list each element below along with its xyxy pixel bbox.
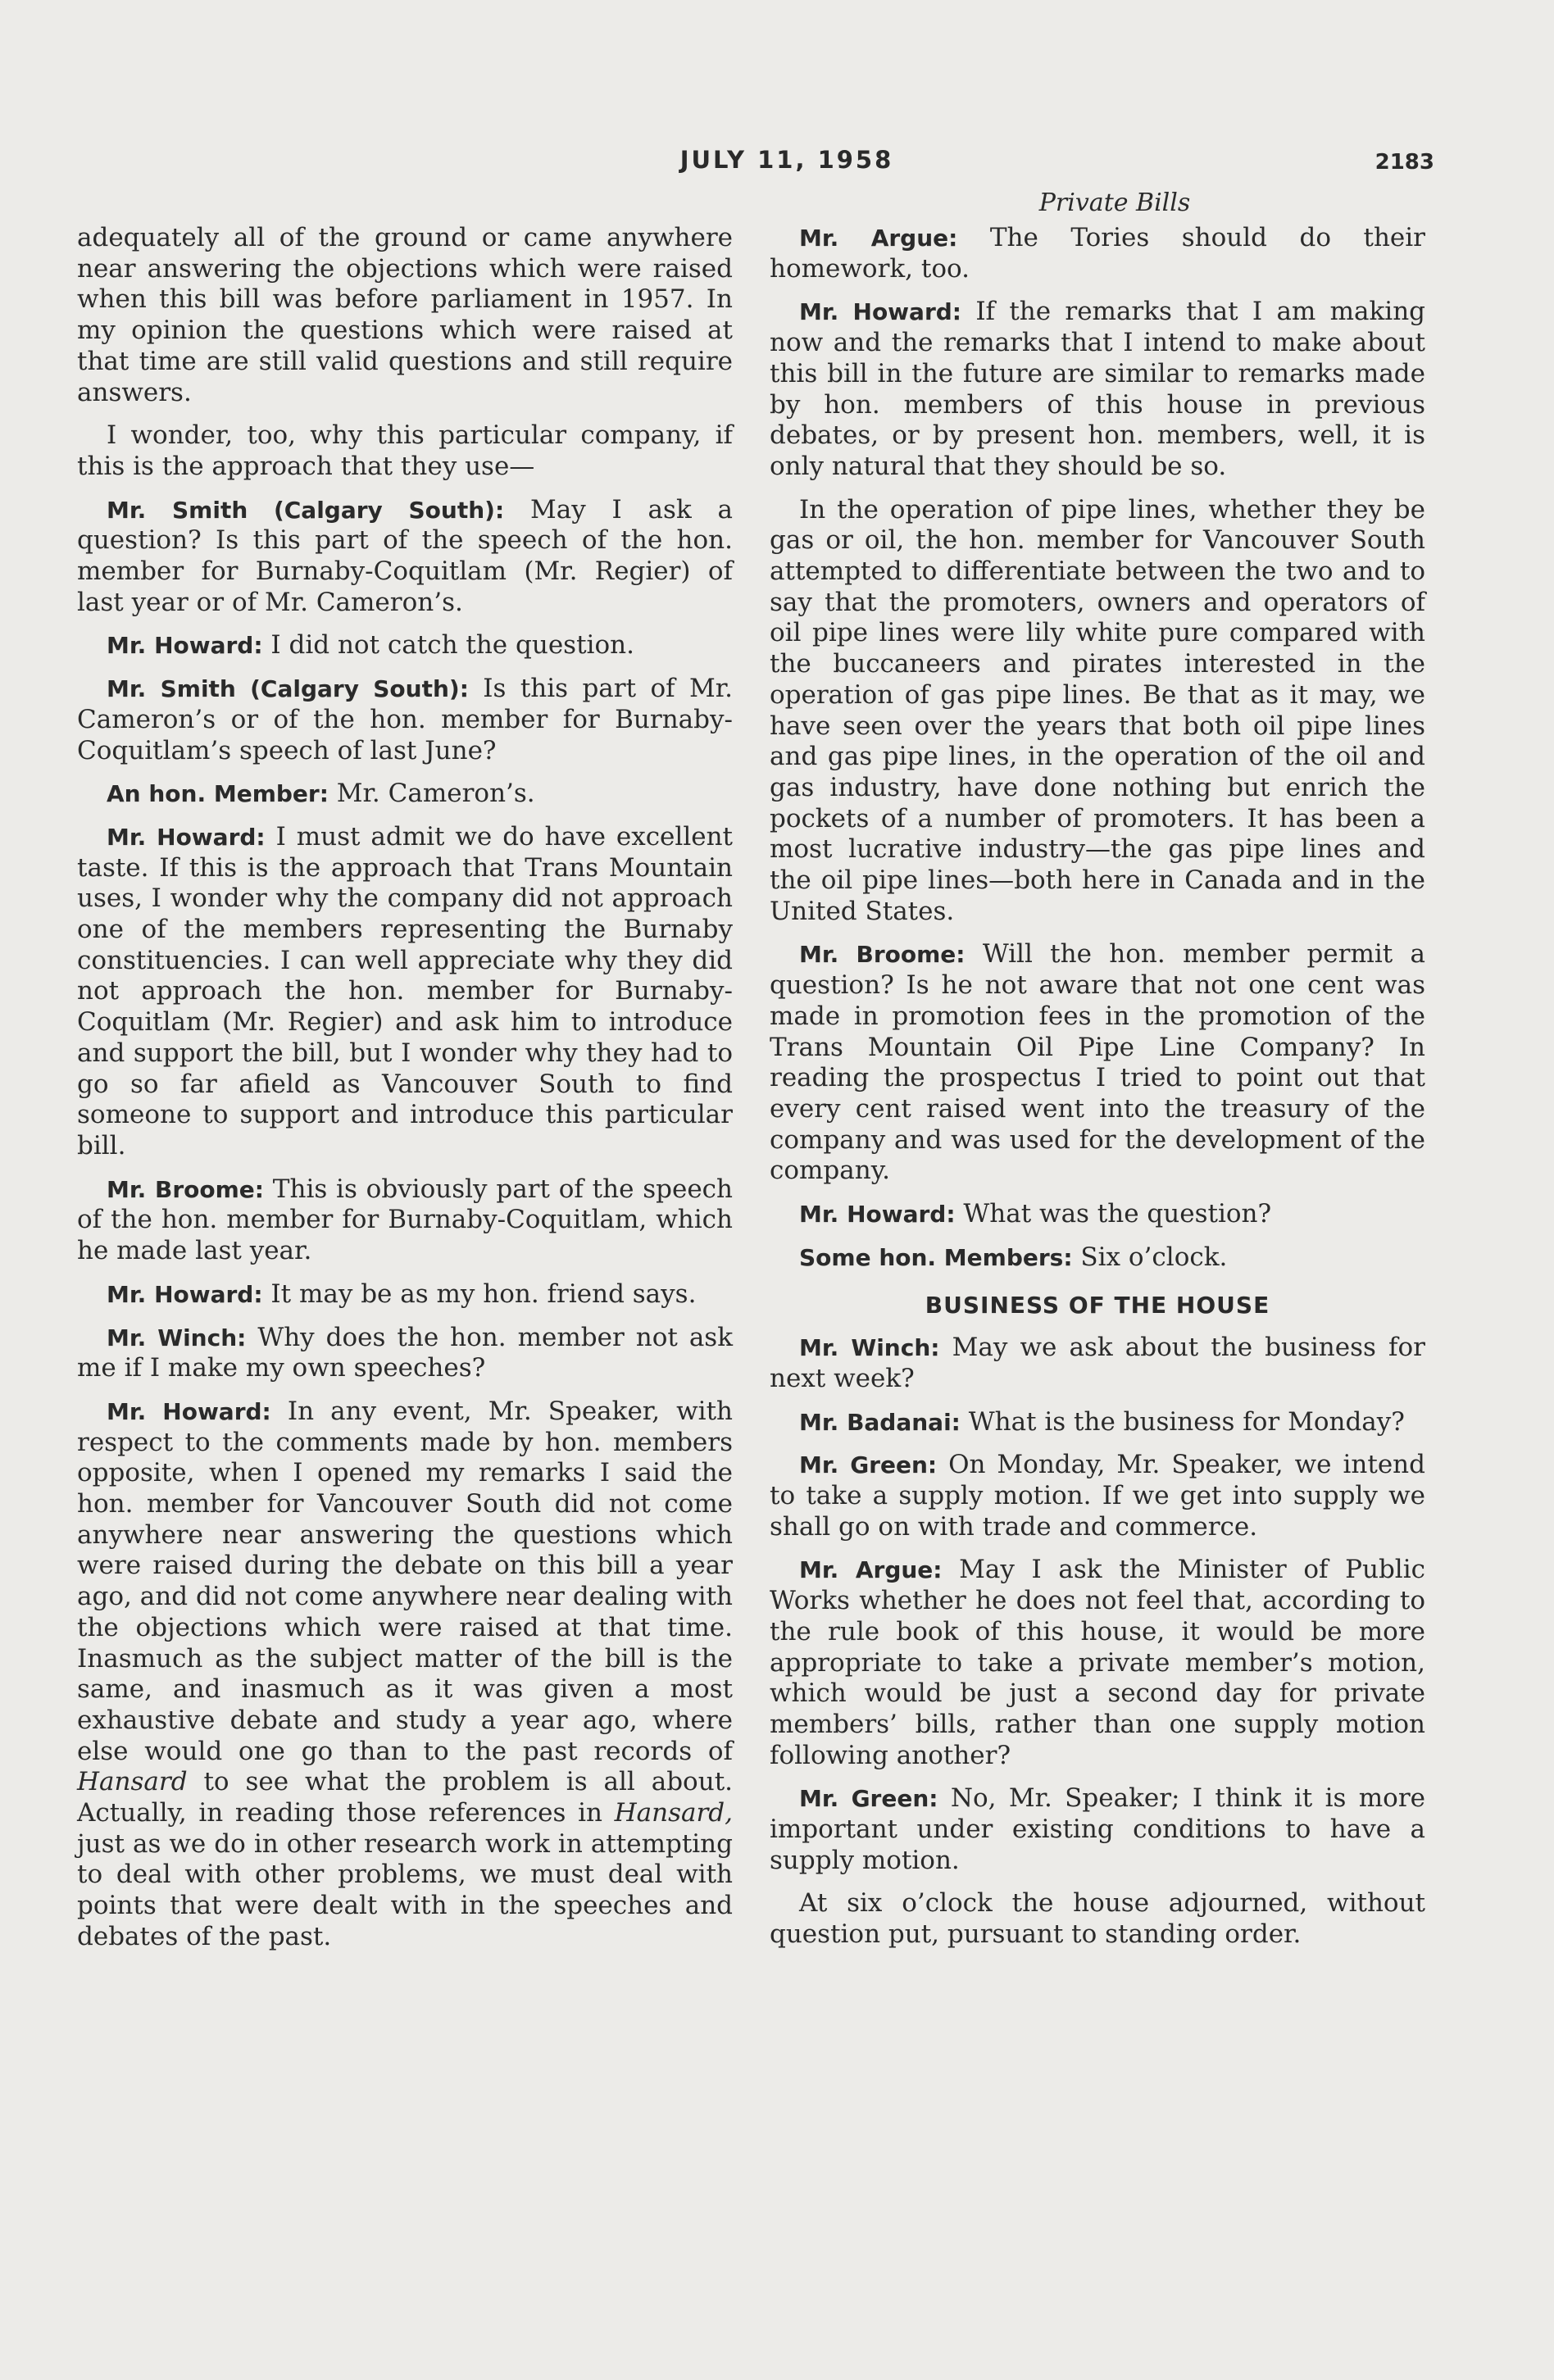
speech-paragraph: [770, 1333, 1425, 1394]
speech-paragraph: [77, 1174, 733, 1267]
page-date-header: JULY 11, 1958: [679, 146, 894, 174]
paragraph: I wonder, too, why this particular company, if this is the approach that they use—: [77, 420, 733, 481]
speaker-name: Mr. Howard:: [107, 1397, 271, 1425]
speaker-name: Mr. Broome:: [799, 941, 966, 969]
speech-paragraph: [770, 1555, 1425, 1771]
speech-paragraph: [77, 822, 733, 1162]
speaker-name: An hon. Member:: [107, 780, 329, 808]
speaker-name: Mr. Broome:: [107, 1175, 264, 1203]
speech-text: In any event, Mr. Speaker, with respect to the comments made by hon. members opposite, when I opened my remarks I said the hon. member for Vancouver South did not come anywhere near answering the questions which were raised during the debate on this bill a year ago, and did not come anywhere near dealing with the objections which were raised at that time. Inasmuch as the subject matter of the bill is the same, and inasmuch as it was given a most exhaustive debate and study a year ago, where else would one go than to the past records of: [77, 1396, 734, 1766]
speaker-name: Mr. Green:: [799, 1785, 938, 1813]
speech-text: May we ask about the business for next week?: [770, 1333, 1425, 1393]
speech-paragraph: [77, 495, 733, 619]
speech-paragraph: [770, 297, 1425, 482]
speech-paragraph: [770, 1783, 1425, 1876]
speaker-name: Mr. Howard:: [107, 632, 263, 660]
speech-text: just as we do in other research work in attempting to deal with other problems, we must deal with points that were dealt with in the speeches and debates of the past.: [77, 1828, 733, 1951]
speech-paragraph: [77, 779, 733, 810]
page-number: 2183: [1375, 150, 1434, 175]
speech-text: Will the hon. member permit a question? Is he not aware that not one cent was made in promotion fees in the promotion of the Trans Mountain Oil Pipe Line Company? In reading the prospectus I tried to point out that every cent raised went into the treasury of the company and was used for the development of the company.: [770, 939, 1425, 1186]
right-column: [770, 223, 1425, 1963]
speech-text: It may be as my hon. friend says.: [270, 1279, 697, 1309]
speech-text: I must admit we do have excellent taste. If this is the approach that Trans Mountain uses, I wonder why the company did not approach one of the members representing the Burnaby constituencies. I can well appreciate why they did not approach the hon. member for Burnaby-Coquitlam (Mr. Regier) and ask him to introduce and support the bill, but I wonder why they had to go so far afield as Vancouver South to find someone to support and introduce this particular bill.: [77, 821, 734, 1160]
speech-text: Is this part of Mr. Cameron’s or of the hon. member for Burnaby-Coquitlam’s speech of last June?: [77, 674, 733, 765]
speaker-name: Mr. Winch:: [799, 1334, 940, 1362]
speaker-name: Mr. Smith (Calgary South):: [107, 675, 469, 703]
speech-paragraph: [770, 1242, 1425, 1274]
left-column: [77, 223, 733, 1965]
speaker-name: Mr. Badanai:: [799, 1408, 961, 1436]
speech-text: to see what the problem is all about. Actually, in reading those references in: [77, 1767, 733, 1828]
speech-text: Six o’clock.: [1080, 1242, 1228, 1272]
hansard-reference: Hansard,: [614, 1798, 733, 1828]
speaker-name: Mr. Argue:: [799, 1556, 943, 1584]
speech-text: The Tories should do their homework, too.: [770, 223, 1425, 284]
speech-paragraph: [77, 674, 733, 766]
paragraph: In the operation of pipe lines, whether they be gas or oil, the hon. member for Vancouver South attempted to differentiate between the two and to say that the promoters, owners and operators of oil pipe lines were lily white pure compared with the buccaneers and pirates interested in the operation of gas pipe lines. Be that as it may, we have seen over the years that both oil pipe lines and gas pipe lines, in the operation of the oil and gas industry, have done nothing but enrich the pockets of a number of promoters. It has been a most lucrative industry—the gas pipe lines and the oil pipe lines—both here in Canada and in the United States.: [770, 494, 1425, 926]
speech-text: If the remarks that I am making now and the remarks that I intend to make about this bill in the future are similar to remarks made by hon. members of this house in previous debates, or by present hon. members, well, it is only natural that they should be so.: [770, 297, 1426, 481]
speech-paragraph: [77, 1397, 733, 1953]
speech-text: What is the business for Monday?: [968, 1406, 1405, 1437]
speaker-name: Some hon. Members:: [799, 1243, 1073, 1271]
speech-text: Mr. Cameron’s.: [336, 779, 535, 809]
speech-text: This is obviously part of the speech of the hon. member for Burnaby-Coquitlam, which he made last year.: [77, 1174, 734, 1266]
speech-text: May I ask the Minister of Public Works whether he does not feel that, according to the rule book of this house, it would be more appropriate to take a private member’s motion, which would be just a second day for private members’ bills, rather than one supply motion following another?: [770, 1555, 1425, 1770]
section-title: Private Bills: [1038, 188, 1191, 217]
speech-paragraph: [77, 630, 733, 661]
speaker-name: Mr. Howard:: [799, 298, 961, 326]
speech-paragraph: [77, 1279, 733, 1310]
speech-text: No, Mr. Speaker; I think it is more important under existing conditions to have a supply motion.: [770, 1783, 1425, 1875]
speech-text: May I ask a question? Is this part of the speech of the hon. member for Burnaby-Coquitlam (Mr. Regier) of last year or of Mr. Cameron’s.: [77, 494, 734, 617]
speech-paragraph: [77, 1323, 733, 1384]
speech-paragraph: [770, 939, 1425, 1187]
speech-text: I did not catch the question.: [270, 630, 634, 661]
paragraph: adequately all of the ground or came anywhere near answering the objections which were raised when this bill was before parliament in 1957. In my opinion the questions which were raised at that time are still valid questions and still require answers.: [77, 223, 733, 407]
paragraph: At six o’clock the house adjourned, without question put, pursuant to standing order.: [770, 1888, 1425, 1950]
speech-paragraph: [770, 1199, 1425, 1230]
speech-text: On Monday, Mr. Speaker, we intend to take a supply motion. If we get into supply we shall go on with trade and commerce.: [770, 1450, 1425, 1542]
section-heading: BUSINESS OF THE HOUSE: [925, 1291, 1270, 1319]
speaker-name: Mr. Smith (Calgary South):: [107, 496, 505, 524]
speech-paragraph: [770, 1450, 1425, 1542]
speaker-name: Mr. Howard:: [799, 1201, 956, 1229]
speech-paragraph: [770, 1407, 1425, 1438]
speaker-name: Mr. Winch:: [107, 1324, 247, 1351]
hansard-reference: Hansard: [77, 1767, 188, 1797]
speech-paragraph: [770, 223, 1425, 284]
speech-text: Why does the hon. member not ask me if I make my own speeches?: [77, 1322, 733, 1383]
speaker-name: Mr. Argue:: [799, 225, 958, 252]
speaker-name: Mr. Howard:: [107, 823, 266, 851]
speech-text: What was the question?: [963, 1199, 1272, 1229]
speaker-name: Mr. Green:: [799, 1451, 938, 1479]
speaker-name: Mr. Howard:: [107, 1280, 263, 1308]
